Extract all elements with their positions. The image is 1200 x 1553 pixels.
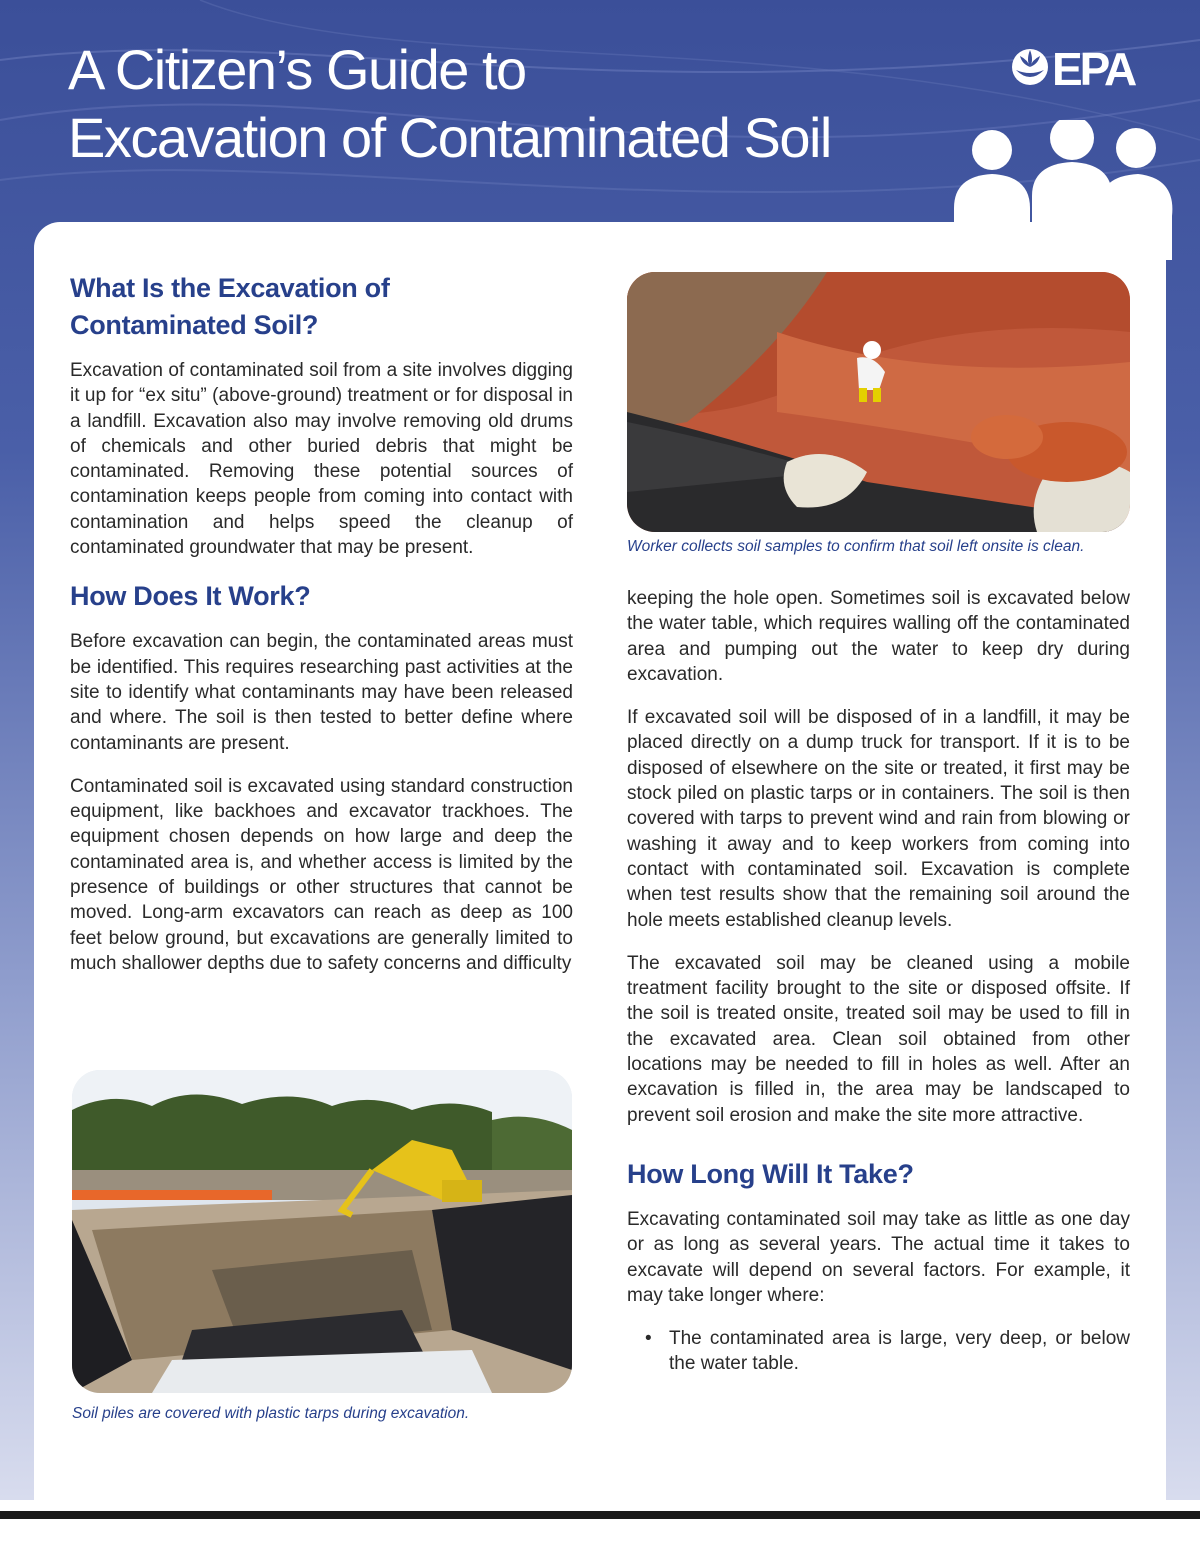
paragraph-treatment: The excavated soil may be cleaned using a mobile treatment facility brought to the site or disposed offsite. If the soil is treated onsite, treated soil may be used to fill in the excavated area. Clean soil obtained from other locations may be needed to fill in holes as well. After an excavation is filled in, the area may be landscaped to prevent soil erosion and make the site more attractive. — [627, 952, 1130, 1126]
paragraph-disposal: If excavated soil will be disposed of in a landfill, it may be placed directly on a dump truck for transport. If it is to be disposed of elsewhere on the site or treated, it first may be stock piled on plastic tarps or in containers. The soil is then covered with tarps to prevent wind and rain from blowing or washing it away and to keep workers from coming into contact with contaminated soil. Excavation is complete when test results show that the remaining soil around the hole meets established cleanup levels. — [627, 707, 1130, 931]
heading-how-long: How Long Will It Take? — [627, 1158, 914, 1189]
left-column — [70, 270, 573, 994]
title-line-2: Excavation of Contaminated Soil — [68, 106, 831, 169]
right-column — [627, 586, 1130, 1377]
paragraph-what-is-excavation: Excavation of contaminated soil from a site involves digging it up for “ex situ” (above-ground) treatment or for disposal in a landfill. Excavation also may involve removing old drums of chemicals and other buried debris that might be contaminated. Removing these potential sources of contamination keeps people from coming into contact with contamination and helps speed the cleanup of contaminated groundwater that may be present. — [70, 360, 573, 559]
footer-rule — [0, 1511, 1200, 1519]
photo-worker-sampling — [627, 272, 1130, 532]
paragraph-water-table: keeping the hole open. Sometimes soil is excavated below the water table, which requires walling off the contaminated area and pumping out the water to keep dry during excavation. — [627, 588, 1130, 685]
paragraph-identify-areas: Before excavation can begin, the contaminated areas must be identified. This requires researching past activities at the site to identify what contaminants may have been released and where. The soil is then tested to better define where contaminants are present. — [70, 631, 573, 754]
epa-logo — [1008, 40, 1160, 94]
caption-worker-sampling: Worker collects soil samples to confirm that soil left onsite is clean. — [627, 538, 1085, 555]
caption-excavation-site: Soil piles are covered with plastic tarps during excavation. — [72, 1405, 470, 1422]
heading-what-is-excavation: What Is the Excavation of Contaminated Soil? — [70, 273, 390, 340]
paragraph-equipment: Contaminated soil is excavated using standard construction equipment, like backhoes and excavator trackhoes. The equipment chosen depends on how large and deep the contaminated area is, and whether access is limited by the presence of buildings or other structures that cannot be moved. Long-arm excavators can reach as deep as 100 feet below ground, but excavations are generally limited to much shallower depths due to safety concerns and difficulty — [70, 775, 573, 974]
paragraph-duration: Excavating contaminated soil may take as little as one day or as long as several years. The actual time it takes to excavate will depend on several factors. For example, it may take longer where: — [627, 1208, 1130, 1306]
heading-how-does-it-work: How Does It Work? — [70, 581, 311, 612]
epa-flower-icon — [1012, 49, 1048, 85]
list-item: • The contaminated area is large, very deep, or below the water table. — [669, 1326, 1130, 1377]
page-title — [68, 36, 831, 172]
photo-excavation-site — [72, 1070, 572, 1393]
factor-list — [627, 1326, 1130, 1377]
title-line-1: A Citizen’s Guide to — [68, 38, 526, 101]
epa-logo-text: EPA — [1052, 43, 1135, 94]
